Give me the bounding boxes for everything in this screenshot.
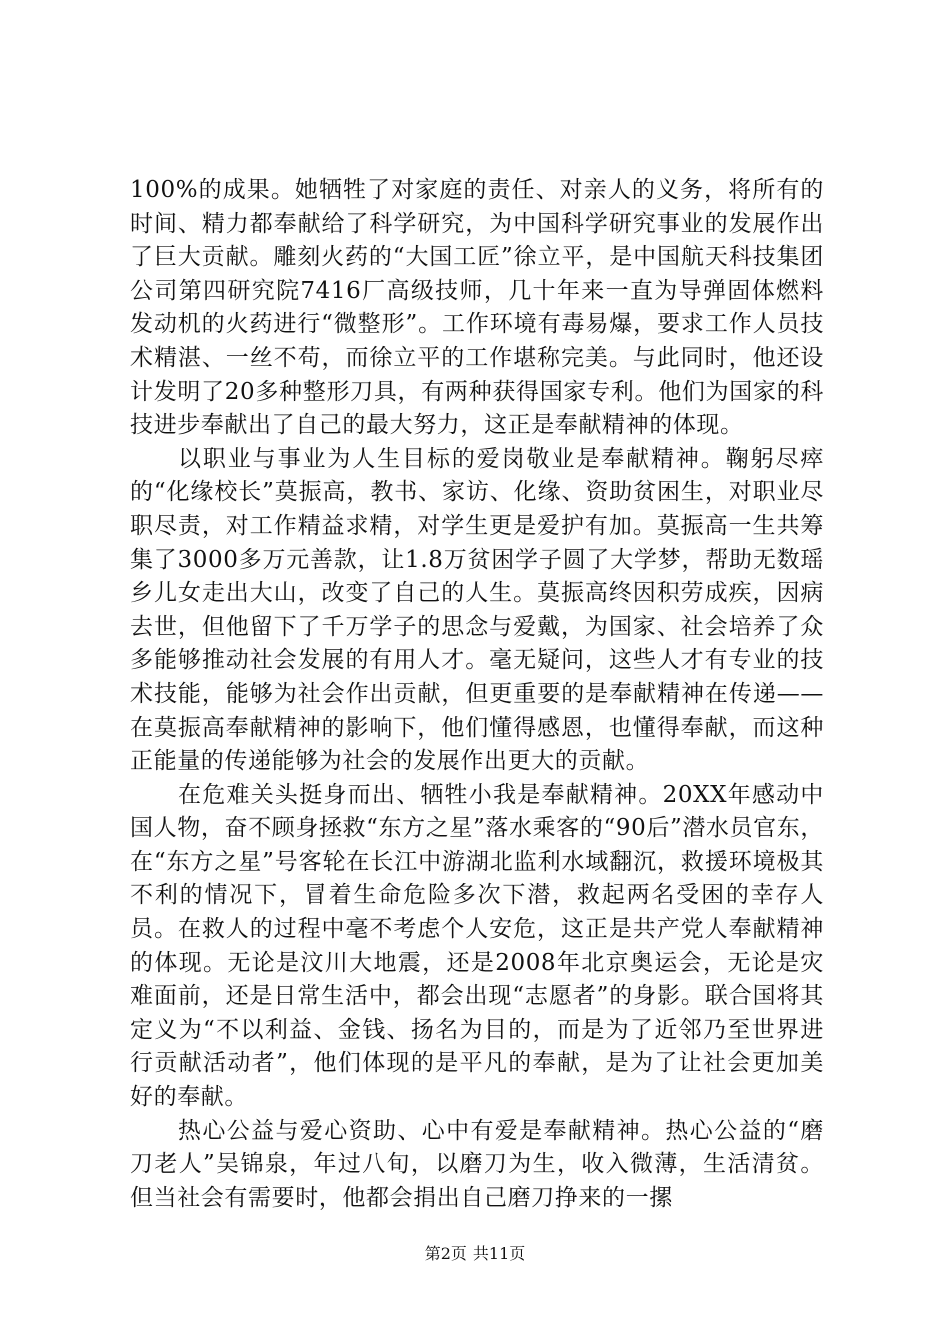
- page-total: 共11页: [472, 1244, 526, 1263]
- paragraph-3: 在危难关头挺身而出、牺牲小我是奉献精神。20XX年感动中国人物，奋不顾身拯救“东方之星”落水乘客的“90后”潜水员官东，在“东方之星”号客轮在长江中游湖北监利水域翻沉，救援环境极其不利的情况下，冒着生命危险多次下潜，救起两名受困的幸存人员。在救人的过程中毫不考虑个人安危，这正是共产党人奉献精神的体现。无论是汶川大地震，还是2008年北京奥运会，无论是灾难面前，还是日常生活中，都会出现“志愿者”的身影。联合国将其定义为“不以利益、金钱、扬名为目的，而是为了近邻乃至世界进行贡献活动者”，他们体现的是平凡的奉献，是为了让社会更加美好的奉献。: [130, 781, 824, 1111]
- page-number: 第2页: [424, 1244, 467, 1263]
- paragraph-1: 100%的成果。她牺牲了对家庭的责任、对亲人的义务，将所有的时间、精力都奉献给了科学研究，为中国科学研究事业的发展作出了巨大贡献。雕刻火药的“大国工匠”徐立平，是中国航天科技集团公司第四研究院7416厂高级技师，几十年来一直为导弹固体燃料发动机的火药进行“微整形”。工作环境有毒易爆，要求工作人员技术精湛、一丝不苟，而徐立平的工作堪称完美。与此同时，他还设计发明了20多种整形刀具，有两种获得国家专利。他们为国家的科技进步奉献出了自己的最大努力，这正是奉献精神的体现。: [130, 177, 824, 439]
- page-footer: [0, 1244, 950, 1264]
- paragraph-4: 热心公益与爱心资助、心中有爱是奉献精神。热心公益的“磨刀老人”吴锦泉，年过八旬，以磨刀为生，收入微薄，生活清贫。但当社会有需要时，他都会捐出自己磨刀挣来的一摞: [130, 1117, 824, 1211]
- document-body: [130, 174, 824, 1215]
- paragraph-2: 以职业与事业为人生目标的爱岗敬业是奉献精神。鞠躬尽瘁的“化缘校长”莫振高，教书、家访、化缘、资助贫困生，对职业尽职尽责，对工作精益求精，对学生更是爱护有加。莫振高一生共筹集了3000多万元善款，让1.8万贫困学子圆了大学梦，帮助无数瑶乡儿女走出大山，改变了自己的人生。莫振高终因积劳成疾，因病去世，但他留下了千万学子的思念与爱戴，为国家、社会培养了众多能够推动社会发展的有用人才。毫无疑问，这些人才有专业的技术技能，能够为社会作出贡献，但更重要的是奉献精神在传递——在莫振高奉献精神的影响下，他们懂得感恩，也懂得奉献，而这种正能量的传递能够为社会的发展作出更大的贡献。: [130, 445, 824, 775]
